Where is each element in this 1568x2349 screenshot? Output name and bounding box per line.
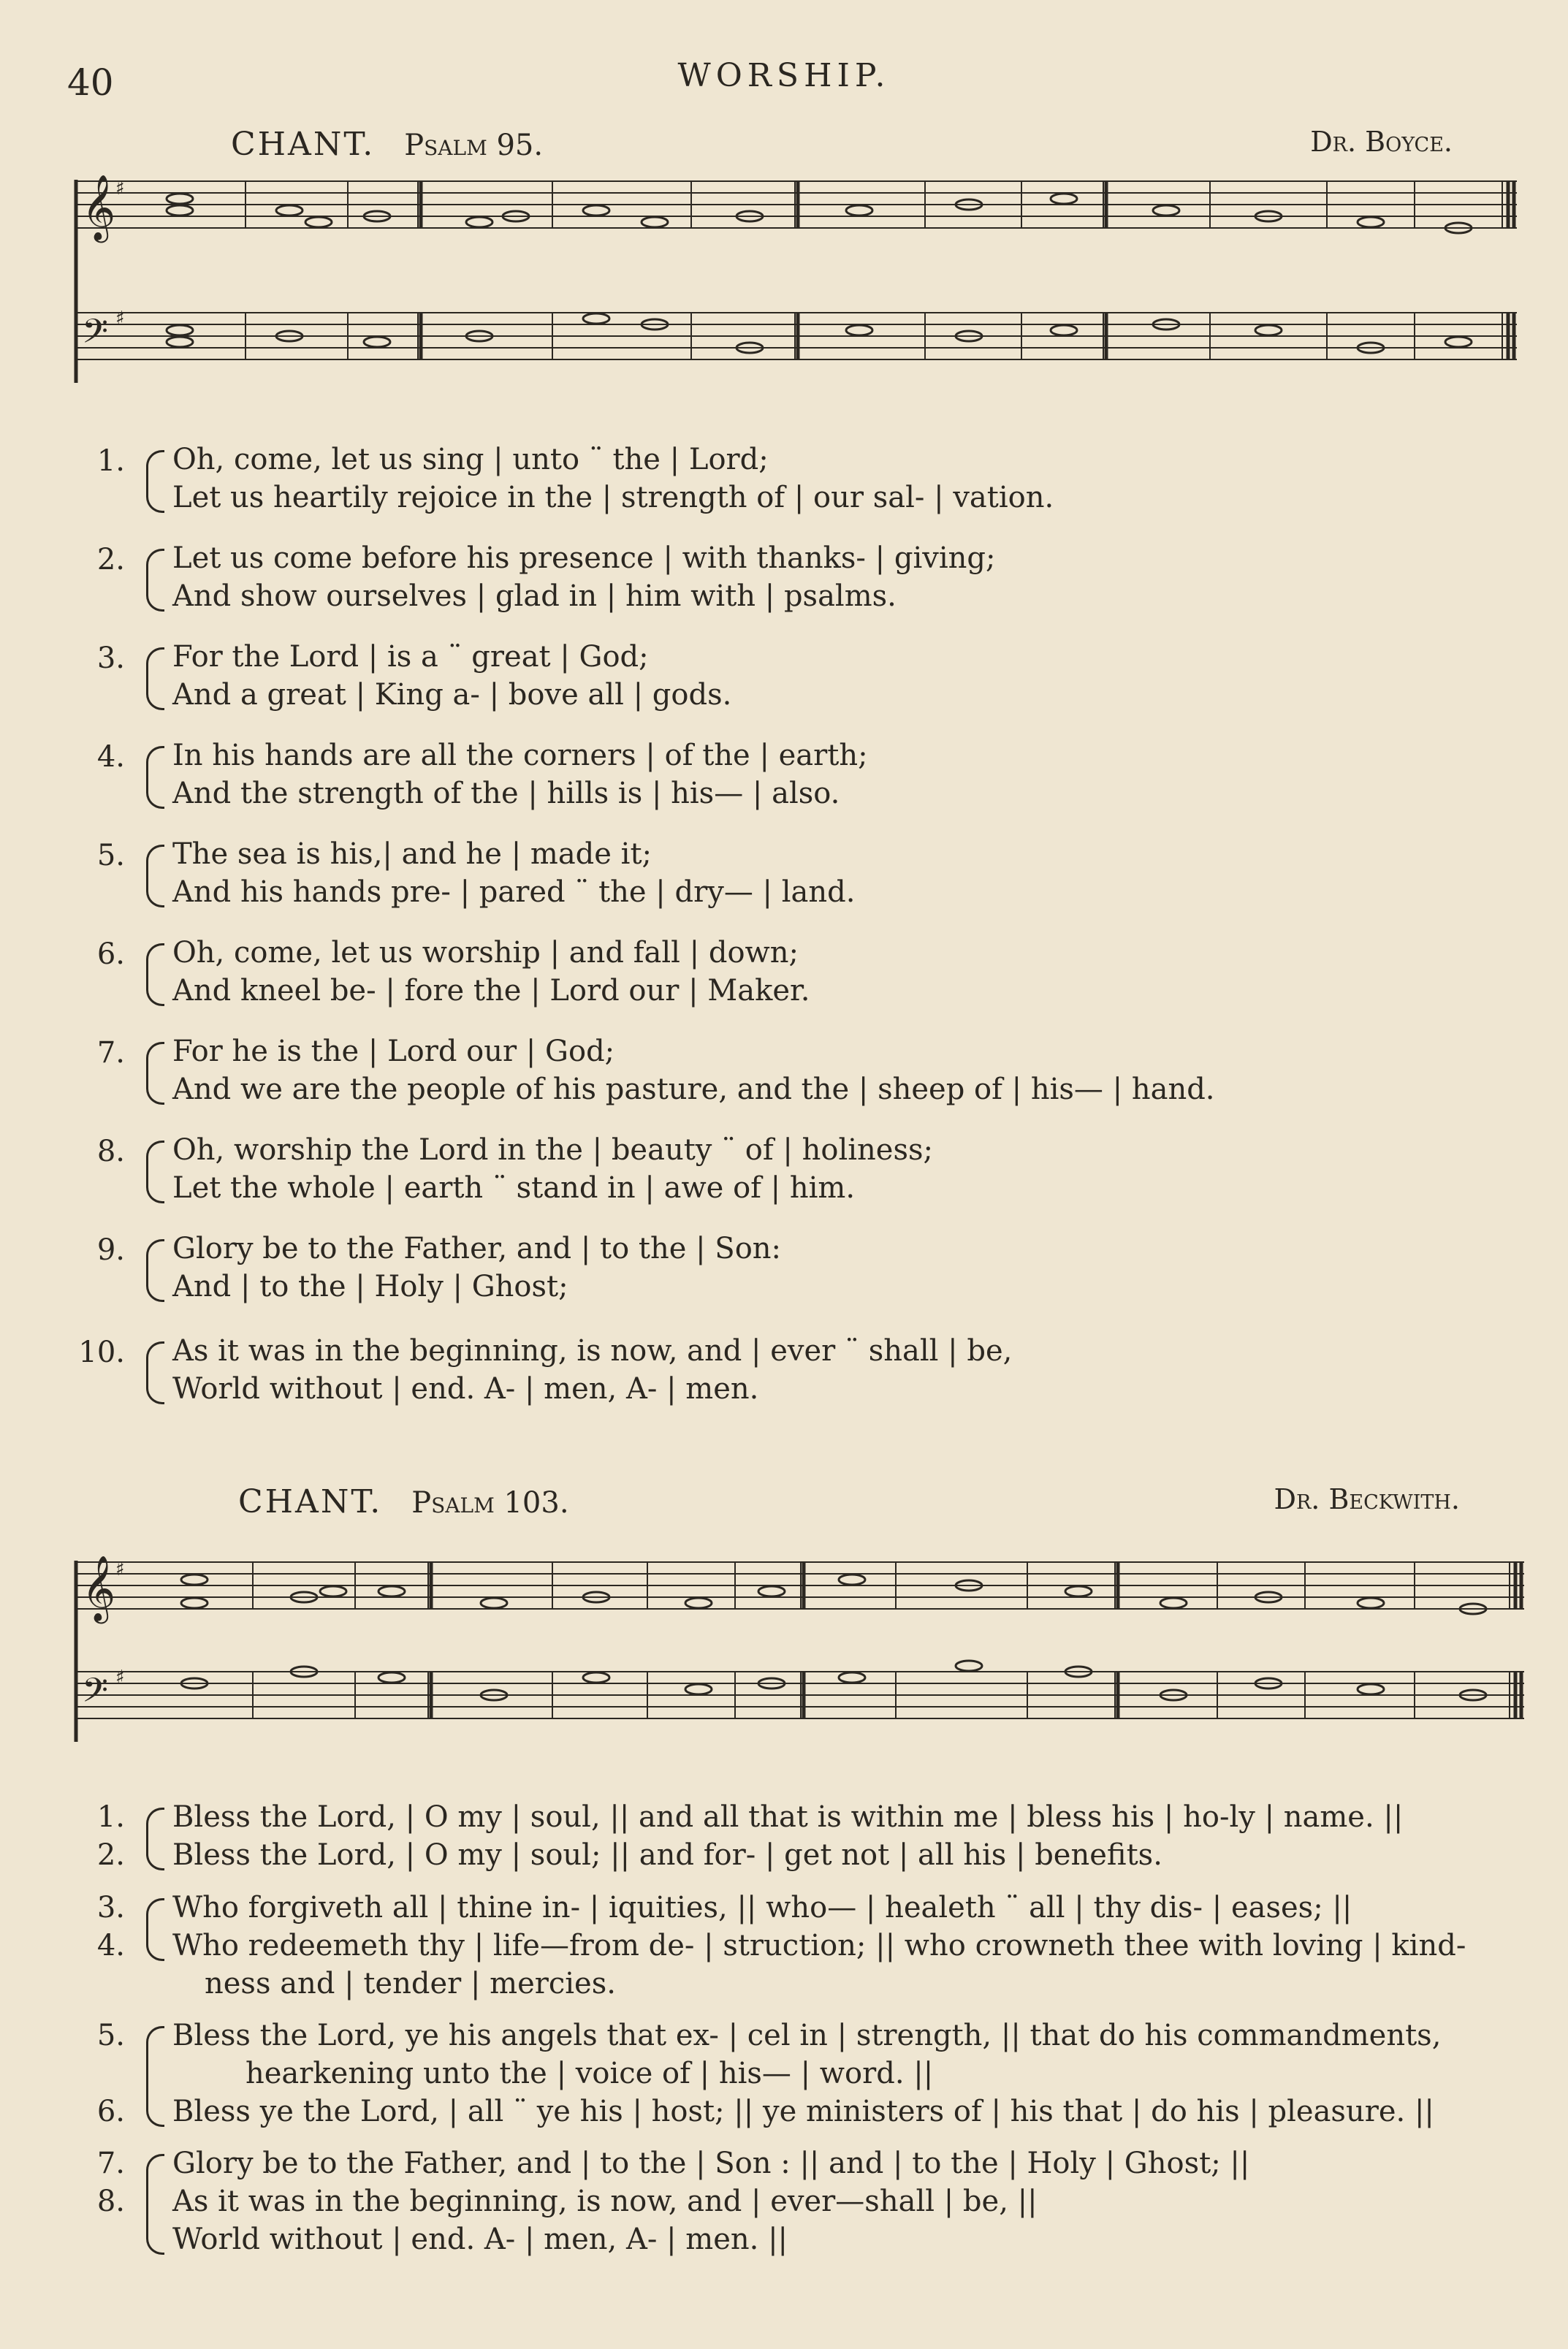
brace-icon [146, 1141, 164, 1203]
verse: 3. 4. Who forgiveth all | thine in- | iquities, || who— | healeth ¨ all | thy dis- | eases; || Who redeemeth thy | life—from de- | struction; || who crowneth thee with loving | kind- ness and | tender | mercies. [96, 1891, 1466, 2000]
verse: 2. Let us come before his presence | with thanks- | giving; And show ourselves | glad in | him with | psalms. [96, 541, 996, 613]
key-signature-sharp-icon: ♯ [115, 178, 125, 199]
chant1-title: CHANT. [231, 126, 376, 163]
verse: 1. Oh, come, let us sing | unto ¨ the | Lord; Let us heartily rejoice in the | strength of | our sal- | vation. [96, 443, 1054, 514]
chant1-heading [231, 126, 543, 163]
verse: 5. The sea is his,| and he | made it; And his hands pre- | pared ¨ the | dry— | land. [96, 837, 856, 909]
brace-icon [146, 2154, 164, 2255]
treble-clef-icon: 𝄞 [82, 1556, 116, 1621]
brace-icon [146, 845, 164, 907]
key-signature-sharp-icon: ♯ [115, 308, 125, 330]
bass-clef-icon: 𝄢 [82, 312, 109, 359]
treble-clef-icon: 𝄞 [82, 175, 116, 240]
barlines [246, 181, 1514, 359]
brace-icon [146, 450, 164, 513]
brace-icon [146, 1239, 164, 1302]
chant2-psalm: Psalm 103. [411, 1486, 569, 1520]
brace-icon [146, 549, 164, 612]
chant2-score [70, 1533, 1524, 1752]
brace-icon [146, 647, 164, 710]
chant2-noteheads [181, 1575, 1486, 1700]
brace-icon [146, 1042, 164, 1105]
verse: 6. Oh, come, let us worship | and fall | down; And kneel be- | fore the | Lord our | Maker. [96, 936, 810, 1008]
verse: 7. For he is the | Lord our | God; And we are the people of his pasture, and the | sheep of | his— | hand. [96, 1035, 1215, 1106]
brace-icon [146, 746, 164, 809]
chant2-title: CHANT. [238, 1483, 383, 1520]
running-head: WORSHIP. [677, 57, 891, 94]
bass-clef-icon: 𝄢 [82, 1671, 109, 1718]
verse: 1. 2. Bless the Lord, | O my | soul, || and all that is within me | bless his | ho-ly | name. || Bless the Lord, | O my | soul; || and for- | get not | all his | benefits. [96, 1800, 1404, 1872]
brace-icon [146, 1898, 164, 1961]
verse: 7. 8. Glory be to the Father, and | to the | Son : || and | to the | Holy | Ghost; || As it was in the beginning, is now, and | ever—shall | be, || World without | end. A- | men, A- | men. || [96, 2147, 1250, 2256]
key-signature-sharp-icon: ♯ [115, 1558, 125, 1580]
verse: 3. For the Lord | is a ¨ great | God; And a great | King a- | bove all | gods. [96, 640, 732, 712]
chant2-verses [0, 1800, 1568, 2264]
brace-icon [146, 1341, 164, 1404]
key-signature-sharp-icon: ♯ [115, 1667, 125, 1689]
chant1-noteheads [167, 194, 1472, 353]
verse: 8. Oh, worship the Lord in the | beauty ¨ of | holiness; Let the whole | earth ¨ stand in | awe of | him. [96, 1133, 933, 1205]
chant2-composer: Dr. Beckwith. [1274, 1483, 1460, 1515]
page-number: 40 [67, 61, 114, 104]
brace-icon [146, 1808, 164, 1870]
chant1-composer: Dr. Boyce. [1310, 126, 1453, 158]
verse: 9. Glory be to the Father, and | to the | Son: And | to the | Holy | Ghost; [96, 1232, 782, 1303]
verse: 5. 6. Bless the Lord, ye his angels that ex- | cel in | strength, || that do his commandments, hearkening unto the | voice of | his— | word. || Bless ye the Lord, | all ¨ ye his | host; || ye ministers of | his that | do his | pleasure. || [96, 2019, 1442, 2128]
chant1-score [70, 167, 1524, 400]
brace-icon [146, 2026, 164, 2127]
verse: 4. In his hands are all the corners | of the | earth; And the strength of the | hills is | his— | also. [96, 739, 868, 810]
chant1-psalm: Psalm 95. [404, 129, 544, 162]
chant1-verses [0, 443, 1568, 1433]
brace-icon [146, 943, 164, 1006]
chant2-heading [238, 1483, 569, 1520]
verse: 10. As it was in the beginning, is now, and | ever ¨ shall | be, World without | end. A- | men, A- | men. [78, 1334, 1013, 1406]
